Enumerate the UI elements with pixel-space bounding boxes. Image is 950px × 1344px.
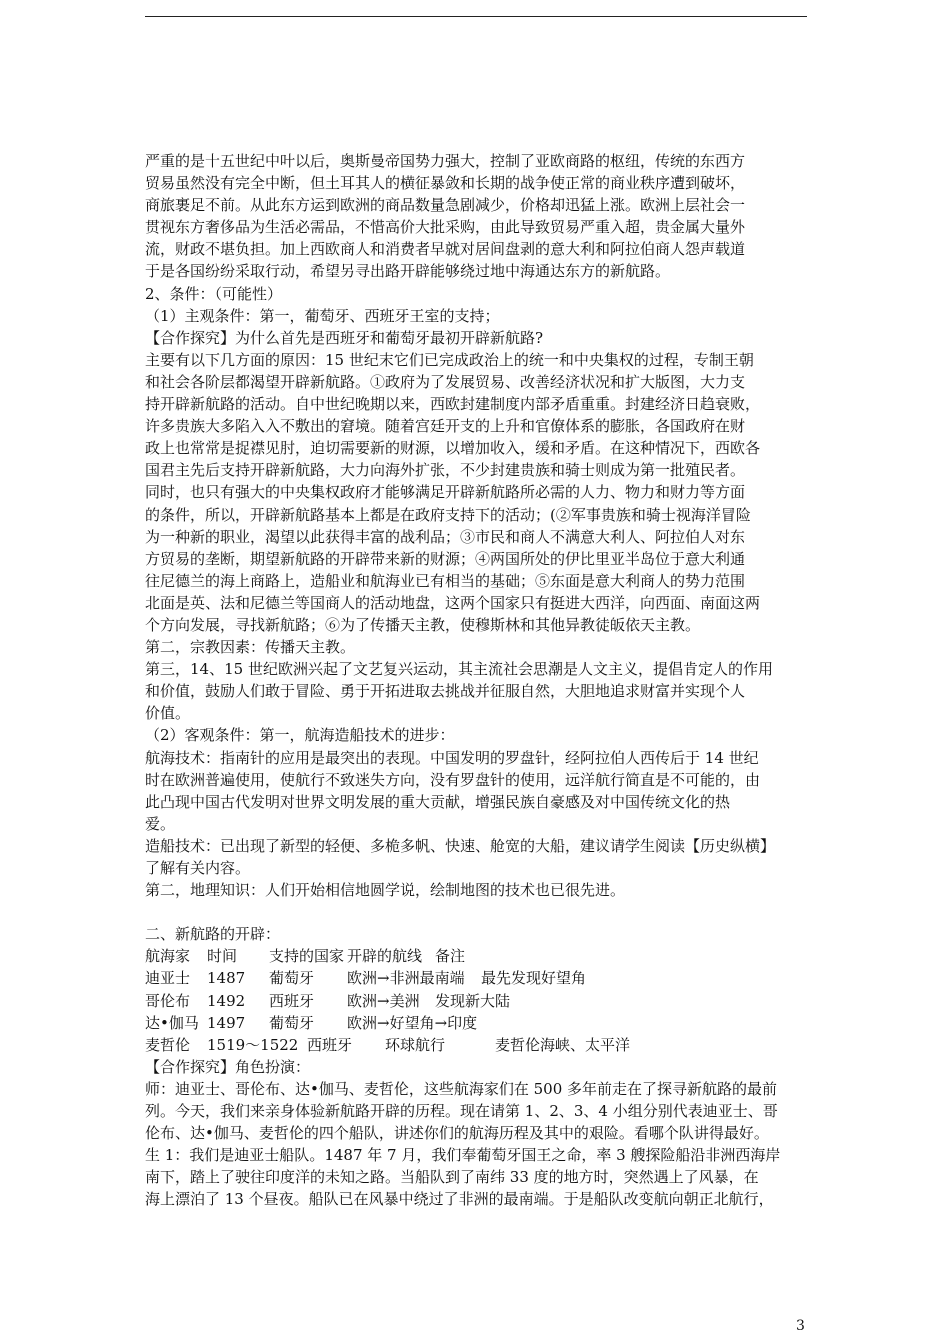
table-cell: 欧洲→好望角→印度 — [347, 1013, 478, 1032]
text-line: 个方向发展，寻找新航路；⑥为了传播天主教，使穆斯林和其他异教徒皈依天主教。 — [145, 615, 701, 634]
table-header-country: 支持的国家 — [269, 947, 345, 966]
table-header-navigator: 航海家 — [145, 947, 191, 966]
table-header-note: 备注 — [435, 947, 466, 966]
paragraph-block — [145, 150, 810, 901]
text-line: 航海技术：指南针的应用是最突出的表现。中国发明的罗盘针，经阿拉伯人西传后于 14 世纪 — [145, 748, 759, 767]
text-line: 南下，踏上了驶往印度洋的未知之路。当船队到了南纬 33 度的地方时，突然遇上了风暴，在 — [145, 1168, 759, 1187]
table-cell: 环球航行 — [385, 1035, 446, 1054]
table-cell: 1492 — [207, 991, 246, 1010]
table-cell: 欧洲→美洲 — [347, 991, 420, 1010]
text-line: 爱。 — [145, 814, 176, 833]
text-line: 第二，地理知识：人们开始相信地圆学说，绘制地图的技术也已很先进。 — [145, 881, 626, 900]
text-line: 于是各国纷纷采取行动，希望另寻出路开辟能够绕过地中海通达东方的新航路。 — [145, 262, 671, 281]
text-line: （2）客观条件：第一，航海造船技术的进步： — [145, 726, 455, 745]
table-row — [145, 967, 810, 989]
document-body — [145, 150, 810, 1211]
text-line: 第二，宗教因素：传播天主教。 — [145, 638, 356, 657]
table-cell: 葡萄牙 — [269, 1013, 315, 1032]
text-line: 时在欧洲普遍使用，使航行不致迷失方向，没有罗盘针的使用，远洋航行简直是不可能的，由 — [145, 770, 761, 789]
text-line: 了解有关内容。 — [145, 859, 251, 877]
text-line: 和社会各阶层都渴望开辟新航路。①政府为了发展贸易、改善经济状况和扩大版图，大力支 — [145, 372, 746, 391]
text-line: 的条件，所以，开辟新航路基本上都是在政府支持下的活动；(②军事贵族和骑士视海洋冒险 — [145, 505, 751, 524]
text-line: 列。今天，我们来亲身体验新航路开辟的历程。现在请第 1、2、3、4 小组分别代表迪亚士、哥 — [145, 1102, 778, 1121]
text-line: 北面是英、法和尼德兰等国商人的活动地盘，这两个国家只有挺进大西洋，向西面、南面这两 — [145, 593, 761, 612]
text-line: 生 1：我们是迪亚士船队。1487 年 7 月，我们奉葡萄牙国王之命，率 3 艘探险船沿非洲西海岸 — [145, 1146, 781, 1165]
table-cell: 达•伽马 — [145, 1013, 199, 1032]
table-row — [145, 1034, 810, 1056]
table-cell: 欧洲→非洲最南端 — [347, 969, 465, 988]
text-line: 同时，也只有强大的中央集权政府才能够满足开辟新航路所必需的人力、物力和财力等方面 — [145, 483, 746, 502]
text-line: 造船技术：已出现了新型的轻便、多桅多帆、快速、舱宽的大船，建议请学生阅读【历史纵横】 — [145, 836, 776, 855]
route-table-body — [145, 967, 810, 1055]
text-line: 流，财政不堪负担。加上西欧商人和消费者早就对居间盘剥的意大利和阿拉伯商人怨声载道 — [145, 240, 746, 259]
text-line: （1）主观条件：第一，葡萄牙、西班牙王室的支持； — [145, 306, 500, 325]
text-line: 第三，14、15 世纪欧洲兴起了文艺复兴运动，其主流社会思潮是人文主义，提倡肯定人的作用 — [145, 660, 773, 679]
text-line: 严重的是十五世纪中叶以后，奥斯曼帝国势力强大，控制了亚欧商路的枢纽，传统的东西方 — [145, 152, 746, 170]
text-line: 此凸现中国古代发明对世界文明发展的重大贡献，增强民族自豪感及对中国传统文化的热 — [145, 792, 731, 811]
text-line: 【合作探究】为什么首先是西班牙和葡萄牙最初开辟新航路? — [145, 328, 544, 347]
table-cell: 麦哲伦海峡、太平洋 — [495, 1035, 631, 1054]
text-line: 贸易虽然没有完全中断，但土耳其人的横征暴敛和长期的战争使正常的商业秩序遭到破坏， — [145, 174, 746, 193]
table-cell: 发现新大陆 — [435, 991, 511, 1010]
table-cell: 1519～1522 — [207, 1035, 299, 1054]
text-line: 【合作探究】角色扮演： — [145, 1057, 311, 1076]
table-cell: 1487 — [207, 969, 246, 988]
role-play-block — [145, 1056, 810, 1211]
text-line: 持开辟新航路的活动。自中世纪晚期以来，西欧封建制度内部矛盾重重。封建经济日趋衰败， — [145, 395, 761, 414]
section-title: 二、新航路的开辟： — [145, 925, 281, 944]
text-line: 伦布、达•伽马、麦哲伦的四个船队，讲述你们的航海历程及其中的艰险。看哪个队讲得最好。 — [145, 1124, 769, 1143]
text-line: 商旅裹足不前。从此东方运到欧洲的商品数量急剧减少，价格却迅猛上涨。欧洲上层社会一 — [145, 196, 746, 215]
header-rule — [145, 16, 807, 17]
text-line: 贯视东方奢侈品为生活必需品，不惜高价大批采购，由此导致贸易严重入超，贵金属大量外 — [145, 218, 746, 237]
text-line: 主要有以下几方面的原因：15 世纪末它们已完成政治上的统一和中央集权的过程，专制王朝 — [145, 350, 754, 369]
text-line: 海上漂泊了 13 个昼夜。船队已在风暴中绕过了非洲的最南端。于是船队改变航向朝正北航行， — [145, 1190, 774, 1209]
text-line: 价值。 — [145, 704, 191, 723]
table-header-route: 开辟的航线 — [347, 947, 423, 966]
table-cell: 哥伦布 — [145, 991, 191, 1010]
table-cell: 最先发现好望角 — [481, 969, 587, 988]
text-line: 为一种新的职业，渴望以此获得丰富的战利品；③市民和商人不满意大利人、阿拉伯人对东 — [145, 527, 746, 546]
text-line: 政上也常常是捉襟见肘，迫切需要新的财源，以增加收入，缓和矛盾。在这种情况下，西欧各 — [145, 439, 761, 458]
table-row — [145, 990, 810, 1012]
text-line: 和价值，鼓励人们敢于冒险、勇于开拓进取去挑战并征服自然，大胆地追求财富并实现个人 — [145, 682, 746, 701]
table-cell: 西班牙 — [269, 991, 315, 1010]
text-line: 方贸易的垄断，期望新航路的开辟带来新的财源；④两国所处的伊比里亚半岛位于意大利通 — [145, 549, 746, 568]
table-header-time: 时间 — [207, 947, 238, 966]
page-number: 3 — [796, 1318, 805, 1334]
text-line: 国君主先后支持开辟新航路，大力向海外扩张，不少封建贵族和骑士则成为第一批殖民者。 — [145, 461, 746, 480]
text-line: 许多贵族大多陷入入不敷出的窘境。随着宫廷开支的上升和官僚体系的膨胀，各国政府在财 — [145, 417, 746, 436]
text-line: 师：迪亚士、哥伦布、达•伽马、麦哲伦，这些航海家们在 500 多年前走在了探寻新航路的最前 — [145, 1079, 778, 1098]
table-cell: 葡萄牙 — [269, 969, 315, 988]
table-row — [145, 1012, 810, 1034]
text-line: 2、条件：（可能性） — [145, 284, 283, 303]
table-cell: 1497 — [207, 1013, 246, 1032]
text-line: 往尼德兰的海上商路上，造船业和航海业已有相当的基础；⑤东面是意大利商人的势力范围 — [145, 571, 746, 590]
blank-line — [145, 901, 810, 923]
table-cell: 西班牙 — [307, 1035, 353, 1054]
table-cell: 迪亚士 — [145, 969, 191, 988]
table-cell: 麦哲伦 — [145, 1035, 191, 1054]
route-table-header — [145, 945, 810, 967]
